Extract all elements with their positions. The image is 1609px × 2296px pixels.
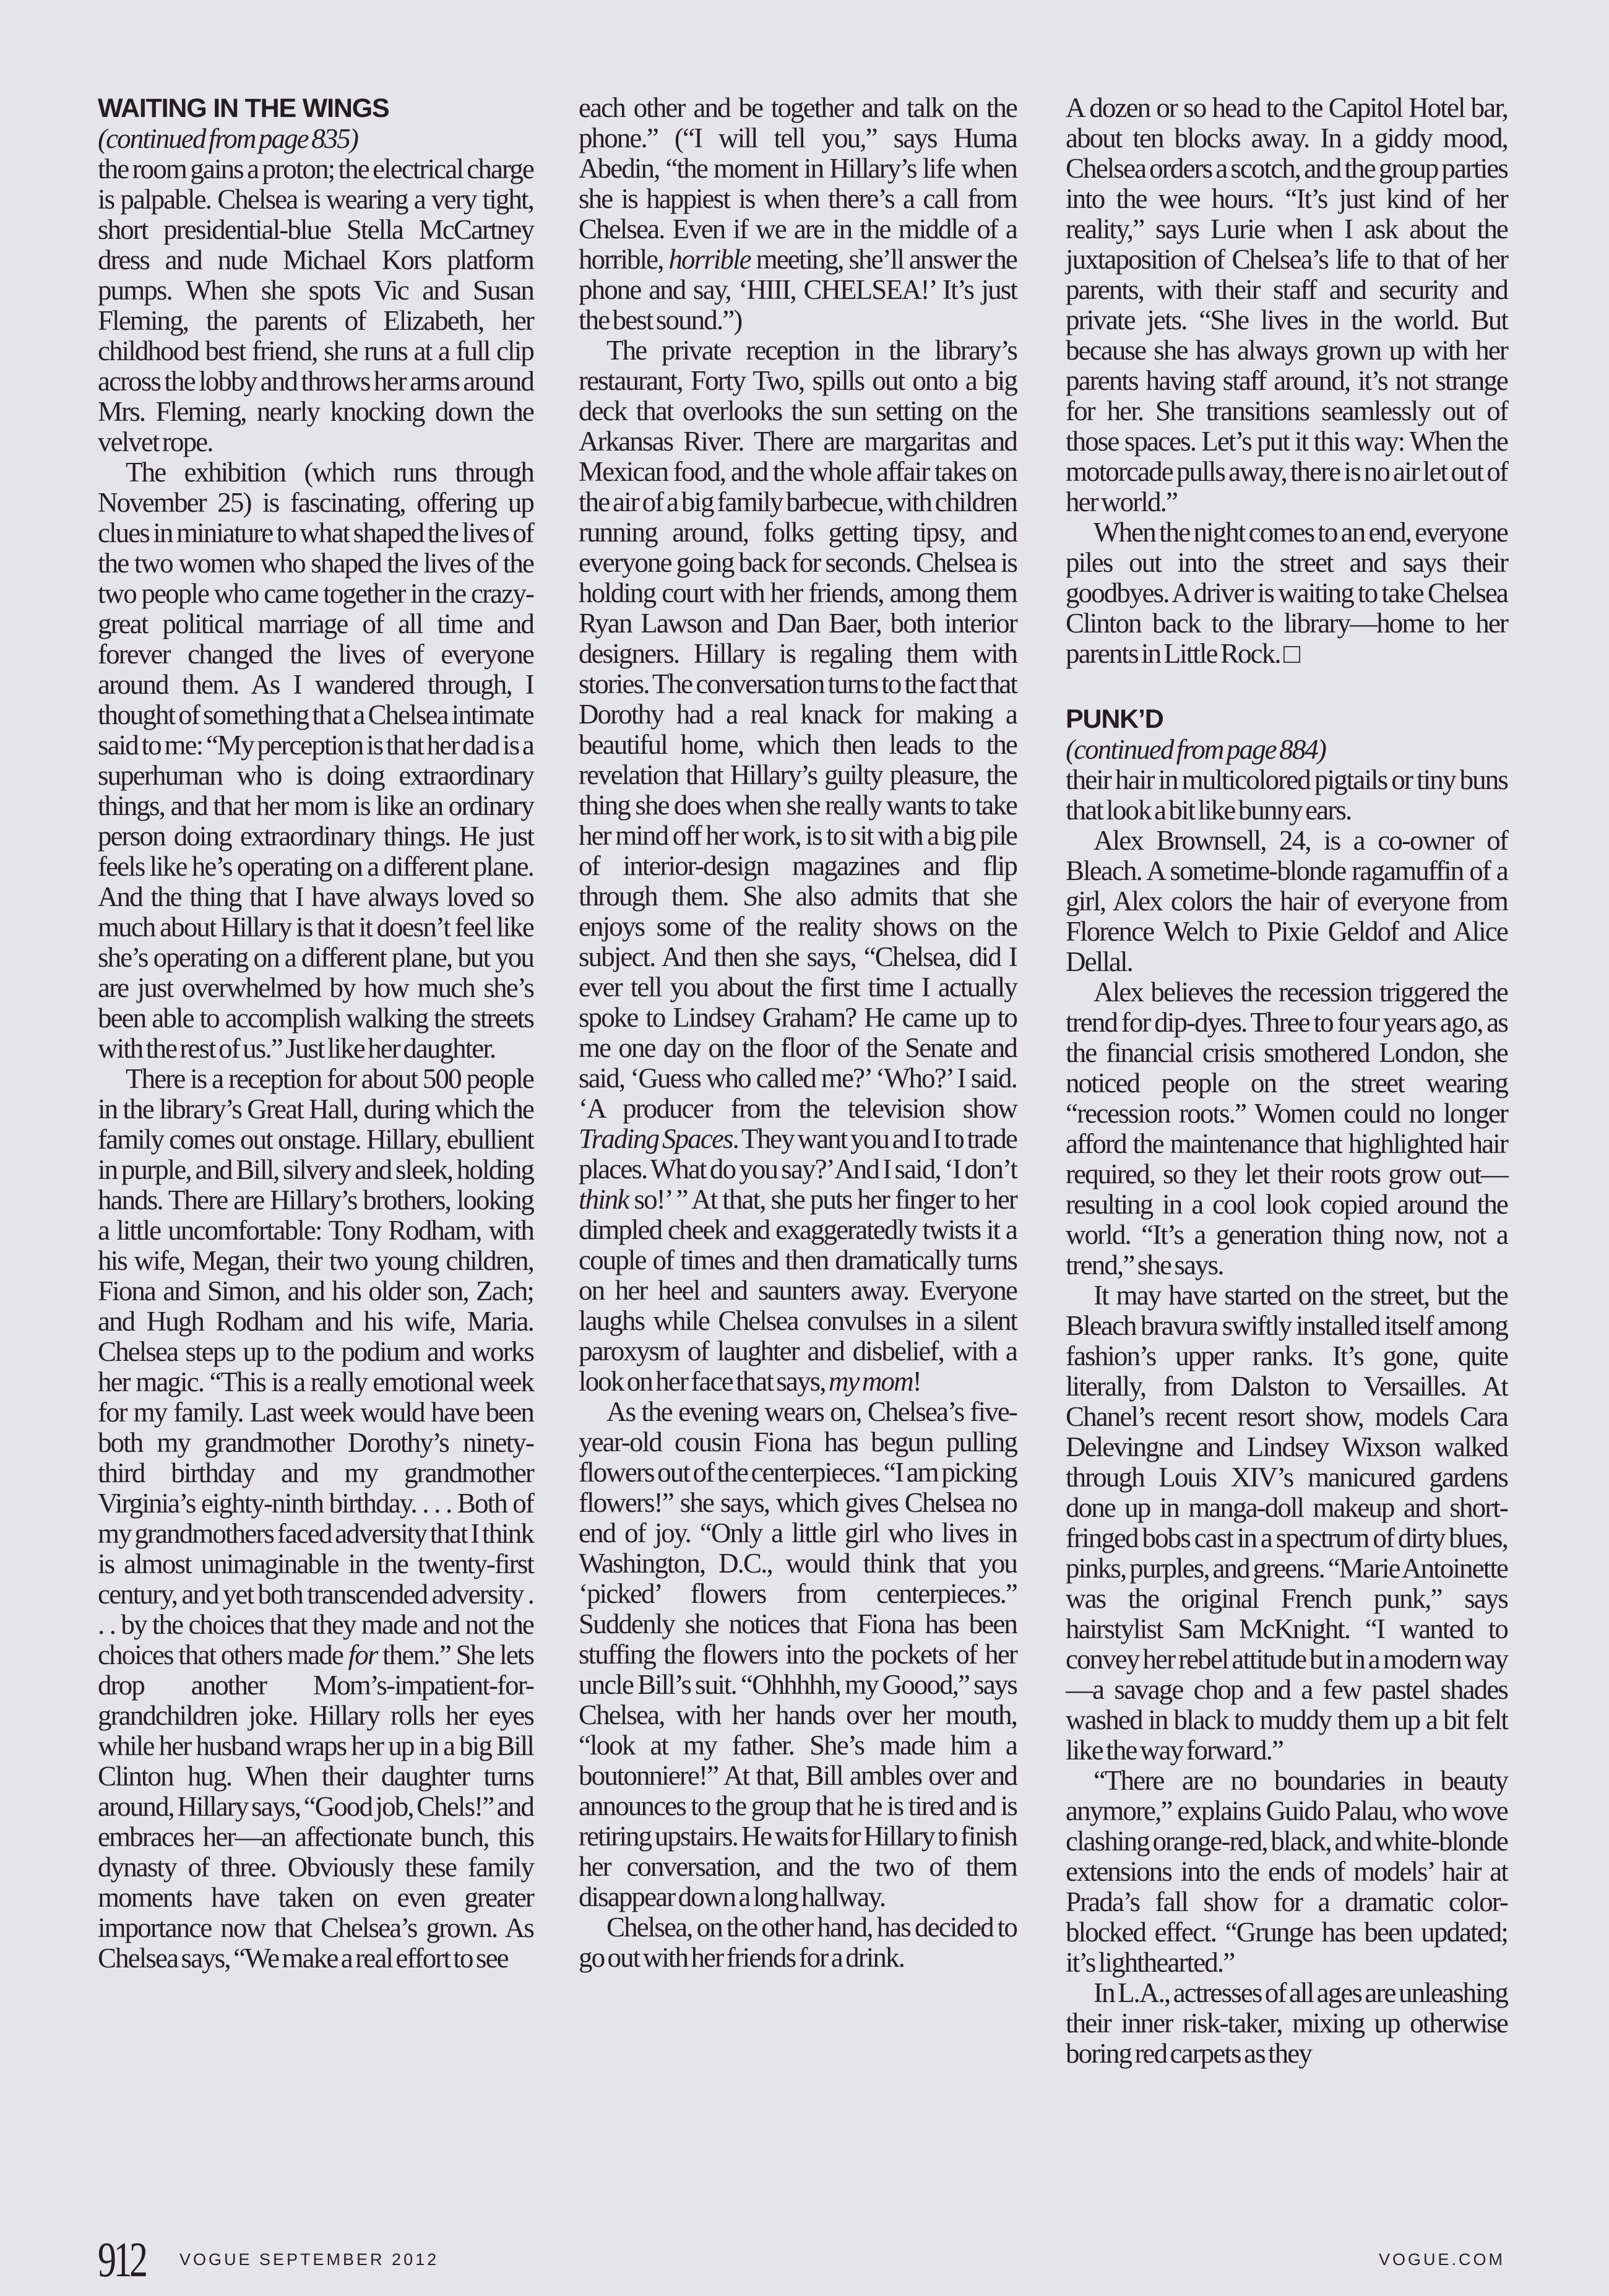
body-paragraph xyxy=(579,335,1017,1397)
body-paragraph xyxy=(1066,765,1508,826)
text-run: Alex Brownsell, 24, is a co-owner of Bleach. A sometime-blonde ragamuffin of a girl, Alex colors the hair of everyone from Florence Welch to Pixie Geldof and Alice Dellal. xyxy=(1066,825,1508,977)
body-paragraph xyxy=(579,1912,1017,1973)
body-paragraph xyxy=(1066,977,1508,1280)
body-paragraph xyxy=(98,457,533,1064)
text-column-3 xyxy=(1066,93,1508,2069)
article-heading: PUNK’D xyxy=(1066,704,1163,734)
text-run: In L.A., actresses of all ages are unleashing their inner risk-taker, mixing up otherwise boring red carpets as they xyxy=(1066,1977,1508,2069)
text-run: them.” She lets drop another Mom’s-impatient-for-grandchildren joke. Hillary rolls her eyes while her husband wraps her up in a big Bill Clinton hug. When their daughter turns around, Hillary says, “Good job, Chels!” and embraces her—an affectionate bunch, this dynasty of three. Obviously these family moments have taken on even greater importance now that Chelsea’s grown. As Chelsea says, “We make a real effort to see xyxy=(98,1639,533,1974)
text-run: As the evening wears on, Chelsea’s five-year-old cousin Fiona has begun pulling flowers out of the centerpieces. “I am picking flowers!” she says, which gives Chelsea no end of joy. “Only a little girl who lives in Washington, D.C., would think that you ‘picked’ flowers from centerpieces.” Suddenly she notices that Fiona has been stuffing the flowers into the pockets of her uncle Bill’s suit. “Ohhhhh, my Goood,” says Chelsea, with her hands over her mouth, “look at my father. She’s made him a boutonniere!” At that, Bill ambles over and announces to the group that he is tired and is retiring upstairs. He waits for Hillary to finish her conversation, and the two of them disappear down a long hallway. xyxy=(579,1396,1017,1912)
text-run: meeting, she’ll answer the phone and say, ‘HIII, CHELSEA!’ It’s just the best sound.”) xyxy=(579,244,1017,335)
body-paragraph xyxy=(579,1397,1017,1912)
text-run: Alex believes the recession triggered the trend for dip-dyes. Three to four years ago, as the financial crisis smothered London, she noticed people on the street wearing “recession roots.” Women could no longer afford the maintenance that highlighted hair required, so they let their roots grow out—resulting in a cool look copied around the world. “It’s a generation thing now, not a trend,” she says. xyxy=(1066,977,1508,1280)
text-run: When the night comes to an end, everyone piles out into the street and says their goodbyes. A driver is waiting to take Chelsea Clinton back to the library—home to her parents in Little Rock. □ xyxy=(1066,517,1508,669)
italic-text-run: for xyxy=(348,1639,377,1670)
body-paragraph xyxy=(1066,1766,1508,1978)
text-column-2 xyxy=(579,93,1017,1973)
italic-text-run: my mom xyxy=(828,1366,913,1397)
text-run: The exhibition (which runs through November 25) is fascinating, offering up clues in miniature to what shaped the lives of the two women who shaped the lives of the two people who came together in the crazy-great political marriage of all time and forever changed the lives of everyone around them. As I wandered through, I thought of something that a Chelsea intimate said to me: “My perception is that her dad is a superhuman who is doing extraordinary things, and that her mom is like an ordinary person doing extraordinary things. He just feels like he’s operating on a different plane. And the thing that I have always loved so much about Hillary is that it doesn’t feel like she’s operating on a different plane, but you are just overwhelmed by how much she’s been able to accomplish walking the streets with the rest of us.” Just like her daughter. xyxy=(98,457,533,1064)
continued-from-note: (continued from page 884) xyxy=(1066,734,1326,765)
magazine-issue: VOGUE SEPTEMBER 2012 xyxy=(179,2250,439,2269)
text-run: There is a reception for about 500 people in the library’s Great Hall, during which the family comes out onstage. Hillary, ebullient in purple, and Bill, silvery and sleek, holding hands. There are Hillary’s brothers, looking a little uncomfortable: Tony Rodham, with his wife, Megan, their two young children, Fiona and Simon, and his older son, Zach; and Hugh Rodham and his wife, Maria. Chelsea steps up to the podium and works her magic. “This is a really emotional week for my family. Last week would have been both my grandmother Dorothy’s ninety-third birthday and my grandmother Virginia’s eighty-ninth birthday. . . . Both of my grandmothers faced adversity that I think is almost unimaginable in the twenty-first century, and yet both transcended adversity . . . by the choices that they made and not the choices that others made xyxy=(98,1063,533,1670)
text-column-1 xyxy=(98,93,533,1974)
body-paragraph xyxy=(98,1064,533,1974)
text-run: . They want you and I to trade places. What do you say?’ And I said, ‘I don’t xyxy=(579,1123,1017,1185)
text-run: A dozen or so head to the Capitol Hotel bar, about ten blocks away. In a giddy mood, Chelsea orders a scotch, and the group parties into the wee hours. “It’s just kind of her reality,” says Lurie when I ask about the juxtaposition of Chelsea’s life to that of her parents, with their staff and security and private jets. “She lives in the world. But because she has always grown up with her parents having staff around, it’s not strange for her. She transitions seamlessly out of those spaces. Let’s put it this way: When the motorcade pulls away, there is no air let out of her world.” xyxy=(1066,92,1508,517)
text-run: each other and be together and talk on the phone.” (“I will tell you,” says Huma Abedin, “the moment in Hillary’s life when she is happiest is when there’s a call from Chelsea. Even if we are in the middle of a horrible, xyxy=(579,92,1017,275)
body-paragraph xyxy=(1066,1280,1508,1766)
page-number: 912 xyxy=(98,2233,145,2287)
text-run: so!’ ” At that, she puts her finger to her dimpled cheek and exaggeratedly twists it a couple of times and then dramatically turns on her heel and saunters away. Everyone laughs while Chelsea convulses in a silent paroxysm of laughter and disbelief, with a look on her face that says, xyxy=(579,1184,1017,1397)
body-paragraph xyxy=(1066,517,1508,669)
text-run: ! xyxy=(912,1366,921,1397)
body-paragraph xyxy=(1066,826,1508,977)
article-heading: WAITING IN THE WINGS xyxy=(98,93,389,123)
italic-text-run: horrible xyxy=(668,244,751,275)
continued-from-note: (continued from page 835) xyxy=(98,123,358,154)
text-run: Chelsea, on the other hand, has decided to go out with her friends for a drink. xyxy=(579,1912,1017,1973)
italic-text-run: think xyxy=(579,1184,629,1215)
body-paragraph xyxy=(1066,93,1508,517)
italic-text-run: Trading Spaces xyxy=(579,1123,733,1154)
text-run: The private reception in the library’s restaurant, Forty Two, spills out onto a big deck that overlooks the sun setting on the Arkansas River. There are margaritas and Mexican food, and the whole affair takes on the air of a big family barbecue, with children running around, folks getting tipsy, and everyone going back for seconds. Chelsea is holding court with her friends, among them Ryan Lawson and Dan Baer, both interior designers. Hillary is regaling them with stories. The conversation turns to the fact that Dorothy had a real knack for making a beautiful home, which then leads to the revelation that Hillary’s guilty pleasure, the thing she does when she really wants to take her mind off her work, is to sit with a big pile of interior-design magazines and flip through them. She also admits that she enjoys some of the reality shows on the subject. And then she says, “Chelsea, did I ever tell you about the first time I actually spoke to Lindsey Graham? He came up to me one day on the floor of the Senate and said, ‘Guess who called me?’ ‘Who?’ I said. ‘A producer from the television show xyxy=(579,335,1017,1124)
body-paragraph xyxy=(579,93,1017,335)
text-run: “There are no boundaries in beauty anymore,” explains Guido Palau, who wove clashing orange-red, black, and white-blonde extensions into the ends of models’ hair at Prada’s fall show for a dramatic color-blocked effect. “Grunge has been updated; it’s lighthearted.” xyxy=(1066,1765,1508,1978)
body-paragraph xyxy=(1066,1978,1508,2069)
website: VOGUE.COM xyxy=(1378,2250,1505,2269)
text-run: the room gains a proton; the electrical charge is palpable. Chelsea is wearing a very tight, short presidential-blue Stella McCartney dress and nude Michael Kors platform pumps. When she spots Vic and Susan Fleming, the parents of Elizabeth, her childhood best friend, she runs at a full clip across the lobby and throws her arms around Mrs. Fleming, nearly knocking down the velvet rope. xyxy=(98,153,533,457)
text-run: It may have started on the street, but the Bleach bravura swiftly installed itself among fashion’s upper ranks. It’s gone, quite literally, from Dalston to Versailles. At Chanel’s recent resort show, models Cara Delevingne and Lindsey Wixson walked through Louis XIV’s manicured gardens done up in manga-doll makeup and short-fringed bobs cast in a spectrum of dirty blues, pinks, purples, and greens. “Marie Antoinette was the original French punk,” says hairstylist Sam McKnight. “I wanted to convey her rebel attitude but in a modern way—a savage chop and a few pastel shades washed in black to muddy them up a bit felt like the way forward.” xyxy=(1066,1280,1508,1766)
body-paragraph xyxy=(98,154,533,457)
text-run: their hair in multicolored pigtails or tiny buns that look a bit like bunny ears. xyxy=(1066,764,1508,826)
